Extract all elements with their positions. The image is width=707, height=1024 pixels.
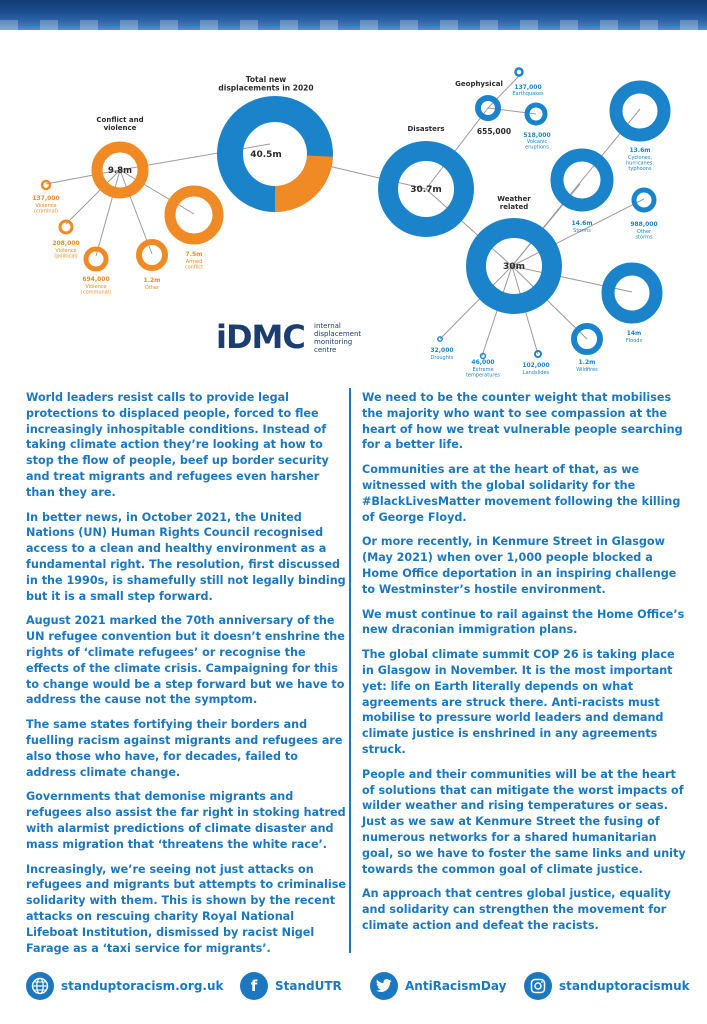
conflict-communal-label: Violence (communal) — [80, 284, 112, 296]
paragraph: We must continue to rail against the Home Office’s new draconian immigration plans. — [362, 607, 685, 637]
cyclones-ring — [616, 87, 664, 135]
other-storms-label: Other storms — [635, 229, 653, 241]
conflict-other-ring — [139, 242, 165, 268]
droughts-label: Droughts — [430, 355, 454, 361]
conflict-criminal-label: Violence (criminal) — [34, 203, 58, 215]
disasters-value: 30.7m — [410, 185, 442, 195]
website-label: standuptoracism.org.uk — [61, 979, 224, 993]
cyclones-label: Cyclones, hurricanes, typhoons — [625, 155, 655, 173]
wildfires-label: Wildfires — [576, 367, 598, 373]
column-divider — [349, 388, 351, 953]
extreme-temps-ring — [481, 354, 486, 359]
paragraph: The global climate summit COP 26 is taking place in Glasgow in November. It is the most important yet: life on Earth literally depends on what agreements are struck there. Anti-racists must mobilise to pressure world leaders and demand climate justice is enshrined in any agreements struck. — [362, 648, 675, 756]
storms-value: 14.6m — [571, 220, 593, 227]
paragraph: Increasingly, we’re seeing not just attacks on refugees and migrants but attempts to criminalise solidarity with them. This is shown by the recent attacks on rescuing charity Royal National Lifeboat Institution, dismissed by racist Nigel Farage as a ‘taxi service for migrants’. — [26, 862, 346, 955]
paragraph: Communities are at the heart of that, as we witnessed with the global solidarity for the #BlackLivesMatter movement following the killing of George Floyd. — [362, 463, 681, 524]
paragraph: World leaders resist calls to provide legal protections to displaced people, forced to flee increasingly inhospitable conditions. Instead of taking climate action they’re looking at how to stop the flow of people, beef up border security and treat migrants and refugees even harsher than they are. — [26, 391, 329, 499]
conflict-political-value: 208,000 — [52, 240, 80, 247]
earthquakes-label: Earthquakes — [512, 91, 544, 97]
storms-label: Storms — [573, 228, 591, 234]
conflict-armed-label: Armed conflict — [184, 259, 204, 271]
landslides-label: Landslides — [522, 370, 550, 376]
instagram-link[interactable] — [524, 970, 690, 1002]
ocean-header-banner — [0, 0, 707, 30]
total-value: 40.5m — [250, 150, 282, 160]
paragraph: August 2021 marked the 70th anniversary of the UN refugee convention but it doesn’t enshrine the rights of ‘climate refugees’ or recognise the effects of the climate crisis. Campaigning for this to change would be a step forward but we have to address the cause not the symptom. — [26, 614, 345, 707]
twitter-label: AntiRacismDay — [405, 979, 507, 993]
volcanic-value: 518,000 — [523, 132, 551, 139]
extreme-temps-label: Extreme temperatures — [465, 367, 501, 379]
conflict-armed-value: 7.5m — [185, 251, 203, 258]
paragraph: People and their communities will be at the heart of solutions that can mitigate the worst impacts of wilder weather and rising temperatures or seas. Just as we saw at Kenmure Street the fusing of numerous networks for a shared humanitarian goal, so we have to foster the same links and unity towards the common goal of climate justice. — [362, 767, 686, 876]
earthquakes-ring — [516, 69, 523, 76]
floods-value: 14m — [626, 330, 642, 337]
conflict-armed-ring — [170, 191, 218, 239]
conflict-criminal-ring — [42, 181, 50, 189]
geophysical-title: Geophysical — [455, 80, 503, 88]
floods-label: Floods — [625, 338, 643, 344]
paragraph: An approach that centres global justice, equality and solidarity can strengthen the movement for climate action and defeat the racists. — [362, 887, 671, 932]
weather-value: 30m — [503, 262, 525, 272]
paragraph: Governments that demonise migrants and refugees also assist the far right in stoking hatred with alarmist predictions of climate disaster and mass migration that ‘threatens the white race’. — [26, 790, 346, 851]
total-title: Total new displacements in 2020 — [218, 75, 314, 93]
article-right-column — [362, 390, 686, 943]
conflict-political-ring — [60, 221, 72, 233]
extreme-temps-value: 46,000 — [471, 359, 495, 366]
twitter-link[interactable] — [370, 970, 506, 1002]
conflict-value: 9.8m — [108, 166, 132, 176]
other-storms-value: 988,000 — [630, 221, 658, 228]
idmc-logo-subtitle: internal displacement monitoring centre — [314, 322, 362, 354]
cyclones-value: 13.6m — [629, 147, 651, 154]
other-storms-ring — [634, 190, 654, 210]
floods-ring — [608, 269, 656, 317]
disasters-title: Disasters — [407, 125, 445, 133]
idmc-logo-letters: iDMC — [216, 318, 305, 356]
conflict-political-label: Violence (political) — [54, 248, 78, 260]
conflict-other-label: Other — [144, 285, 160, 291]
website-link[interactable] — [26, 970, 224, 1002]
conflict-communal-value: 694,000 — [82, 276, 110, 283]
footer-social-bar — [0, 970, 707, 1006]
earthquakes-value: 137,000 — [514, 84, 542, 91]
facebook-icon: f — [240, 972, 268, 1000]
paragraph: The same states fortifying their borders and fuelling racism against migrants and refugees are also those who have, for decades, failed to address climate change. — [26, 718, 343, 779]
paragraph: We need to be the counter weight that mobilises the majority who want to see compassion at the heart of how we treat vulnerable people searching for a better life. — [362, 391, 683, 452]
landslides-value: 102,000 — [522, 362, 550, 369]
globe-icon — [26, 972, 54, 1000]
facebook-link[interactable] — [240, 970, 342, 1002]
geophysical-value: 655,000 — [476, 127, 512, 136]
weather-title: Weather related — [497, 195, 531, 211]
paragraph: Or more recently, in Kenmure Street in Glasgow (May 2021) when over 1,000 people blocked a Home Office deportation in an inspiring challenge to Westminster’s hostile environment. — [362, 535, 677, 596]
paragraph: In better news, in October 2021, the United Nations (UN) Human Rights Council recognised access to a clean and healthy environment as a fundamental right. The resolution, first discussed in the 1990s, is shamefully still not legally binding but it is a small step forward. — [26, 510, 346, 603]
instagram-label: standuptoracismuk — [559, 979, 690, 993]
idmc-logo — [216, 318, 366, 356]
twitter-icon — [370, 972, 398, 1000]
facebook-label: StandUTR — [275, 979, 342, 993]
article-left-column — [26, 390, 346, 965]
droughts-value: 32,000 — [430, 347, 454, 354]
instagram-icon — [524, 972, 552, 1000]
wildfires-value: 1.2m — [578, 359, 596, 366]
conflict-criminal-value: 137,000 — [32, 195, 60, 202]
conflict-other-value: 1.2m — [143, 277, 161, 284]
conflict-communal-ring — [86, 249, 106, 269]
volcanic-label: Volcanic eruptions — [525, 139, 549, 151]
conflict-title: Conflict and violence — [96, 116, 144, 132]
